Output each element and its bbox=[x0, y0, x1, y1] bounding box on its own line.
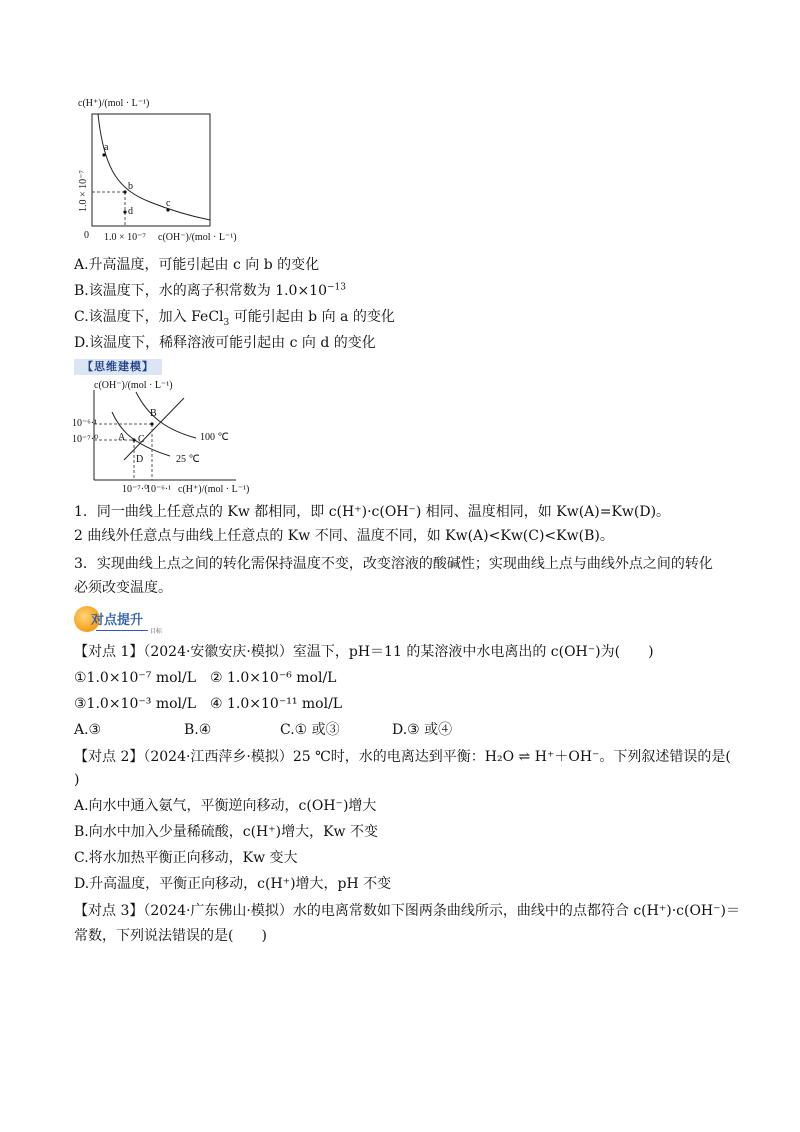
fig1-ytick: 1.0 × 10⁻⁷ bbox=[78, 170, 89, 212]
model-point-3-line2: 必须改变温度。 bbox=[74, 580, 172, 596]
fig2-label-c: C bbox=[138, 434, 145, 445]
fig1-xlabel: c(OH⁻)/(mol · L⁻¹) bbox=[158, 232, 237, 243]
dp2-option-c: C.将水加热平衡正向移动，Kw 变大 bbox=[74, 850, 298, 866]
model-point-2: 2 曲线外任意点与曲线上任意点的 Kw 不同、温度不同，如 Kw(A)<Kw(C)<Kw(B)。 bbox=[74, 528, 614, 544]
figure-1-graph bbox=[70, 92, 270, 247]
fig2-label-a: A bbox=[118, 432, 126, 443]
figure-2-graph bbox=[66, 378, 266, 496]
fig2-curve-100-label: 100 ℃ bbox=[200, 432, 229, 443]
fig1-xtick: 1.0 × 10⁻⁷ bbox=[104, 232, 146, 243]
q1-option-b-sup: −13 bbox=[327, 282, 346, 293]
fig2-xtick-high: 10⁻⁶·¹ bbox=[146, 484, 172, 495]
duidian-sub: 目标 bbox=[150, 628, 163, 635]
dp2-option-b: B.向水中加入少量稀硫酸，c(H⁺)增大，Kw 不变 bbox=[74, 824, 378, 840]
dp1-stem: 【对点 1】（2024·安徽安庆·模拟）室温下，pH＝11 的某溶液中水电离出的 c(OH⁻)为( ) bbox=[74, 644, 654, 660]
dp2-option-a: A.向水中通入氨气，平衡逆向移动，c(OH⁻)增大 bbox=[74, 798, 377, 814]
fig2-ytick-low: 10⁻⁷·⁰ bbox=[72, 434, 99, 445]
logo-underline bbox=[96, 630, 148, 631]
dp1-choice-a: A.③ bbox=[74, 722, 102, 738]
dp3-stem-line1: 【对点 3】（2024·广东佛山·模拟）水的电离常数如下图两条曲线所示，曲线中的点都符合 c(H⁺)·c(OH⁻)＝ bbox=[74, 903, 740, 919]
q1-option-c bbox=[74, 308, 395, 326]
fig1-curve bbox=[98, 114, 210, 220]
dp3-stem-line2: 常数，下列说法错误的是( ) bbox=[74, 928, 267, 944]
dp1-choice-c: C.① 或③ bbox=[280, 722, 340, 738]
dp1-choice-d: D.③ 或④ bbox=[392, 722, 453, 738]
q1-option-c-tail: 可能引起由 b 向 a 的变化 bbox=[229, 309, 395, 325]
fig2-label-b: B bbox=[150, 408, 157, 419]
fig1-label-c: c bbox=[166, 198, 171, 209]
fig2-point-a bbox=[132, 438, 135, 441]
fig1-point-b bbox=[123, 190, 126, 193]
duidian-logo bbox=[74, 604, 164, 636]
q1-option-b bbox=[74, 282, 346, 300]
fig2-curve-100 bbox=[136, 392, 196, 438]
q1-option-c-text: C.该温度下，加入 FeCl bbox=[74, 309, 224, 325]
duidian-label: 对点提升 bbox=[91, 613, 144, 628]
fig1-frame bbox=[92, 114, 210, 226]
fig2-point-b bbox=[150, 422, 153, 425]
dp2-stem-line2: ) bbox=[74, 772, 80, 788]
dp2-option-d: D.升高温度，平衡正向移动，c(H⁺)增大，pH 不变 bbox=[74, 876, 392, 892]
fig1-point-a bbox=[102, 153, 105, 156]
fig2-ytick-high: 10⁻⁶·¹ bbox=[72, 418, 98, 429]
dp2-stem-line1: 【对点 2】（2024·江西萍乡·模拟）25 ℃时，水的电离达到平衡：H₂O ⇌ H⁺＋OH⁻。下列叙述错误的是( bbox=[74, 749, 731, 765]
fig1-label-d: d bbox=[128, 206, 133, 217]
fig1-label-b: b bbox=[128, 181, 133, 192]
dp1-options-line2: ③1.0×10⁻³ mol/L ④ 1.0×10⁻¹¹ mol/L bbox=[74, 696, 343, 712]
fig2-ylabel: c(OH⁻)/(mol · L⁻¹) bbox=[94, 380, 173, 391]
fig1-ylabel: c(H⁺)/(mol · L⁻¹) bbox=[78, 98, 150, 109]
model-point-3-line1: 3．实现曲线上点之间的转化需保持温度不变，改变溶液的酸碱性；实现曲线上点与曲线外点之间的转化 bbox=[74, 556, 713, 572]
q1-option-b-text: B.该温度下，水的离子积常数为 1.0×10 bbox=[74, 283, 327, 299]
dp1-choice-b: B.④ bbox=[184, 722, 212, 738]
q1-option-c-sub: 3 bbox=[223, 317, 230, 328]
fig1-label-a: a bbox=[104, 142, 109, 153]
model-point-1: 1．同一曲线上任意点的 Kw 都相同，即 c(H⁺)·c(OH⁻) 相同、温度相同，如 Kw(A)=Kw(D)。 bbox=[74, 504, 671, 520]
q1-option-d: D.该温度下，稀释溶液可能引起由 c 向 d 的变化 bbox=[74, 335, 376, 351]
fig1-origin: 0 bbox=[84, 230, 89, 241]
fig2-label-d: D bbox=[136, 454, 144, 465]
fig1-point-d bbox=[123, 210, 126, 213]
fig2-xtick-low: 10⁻⁷·⁰ bbox=[122, 484, 149, 495]
dp1-options-line1: ①1.0×10⁻⁷ mol/L ② 1.0×10⁻⁶ mol/L bbox=[74, 670, 337, 686]
fig2-xlabel: c(H⁺)/(mol · L⁻¹) bbox=[178, 484, 250, 495]
thinking-model-badge: 【思维建模】 bbox=[74, 359, 162, 375]
fig2-curve-25-label: 25 ℃ bbox=[176, 454, 200, 465]
q1-option-a: A.升高温度，可能引起由 c 向 b 的变化 bbox=[74, 257, 320, 273]
